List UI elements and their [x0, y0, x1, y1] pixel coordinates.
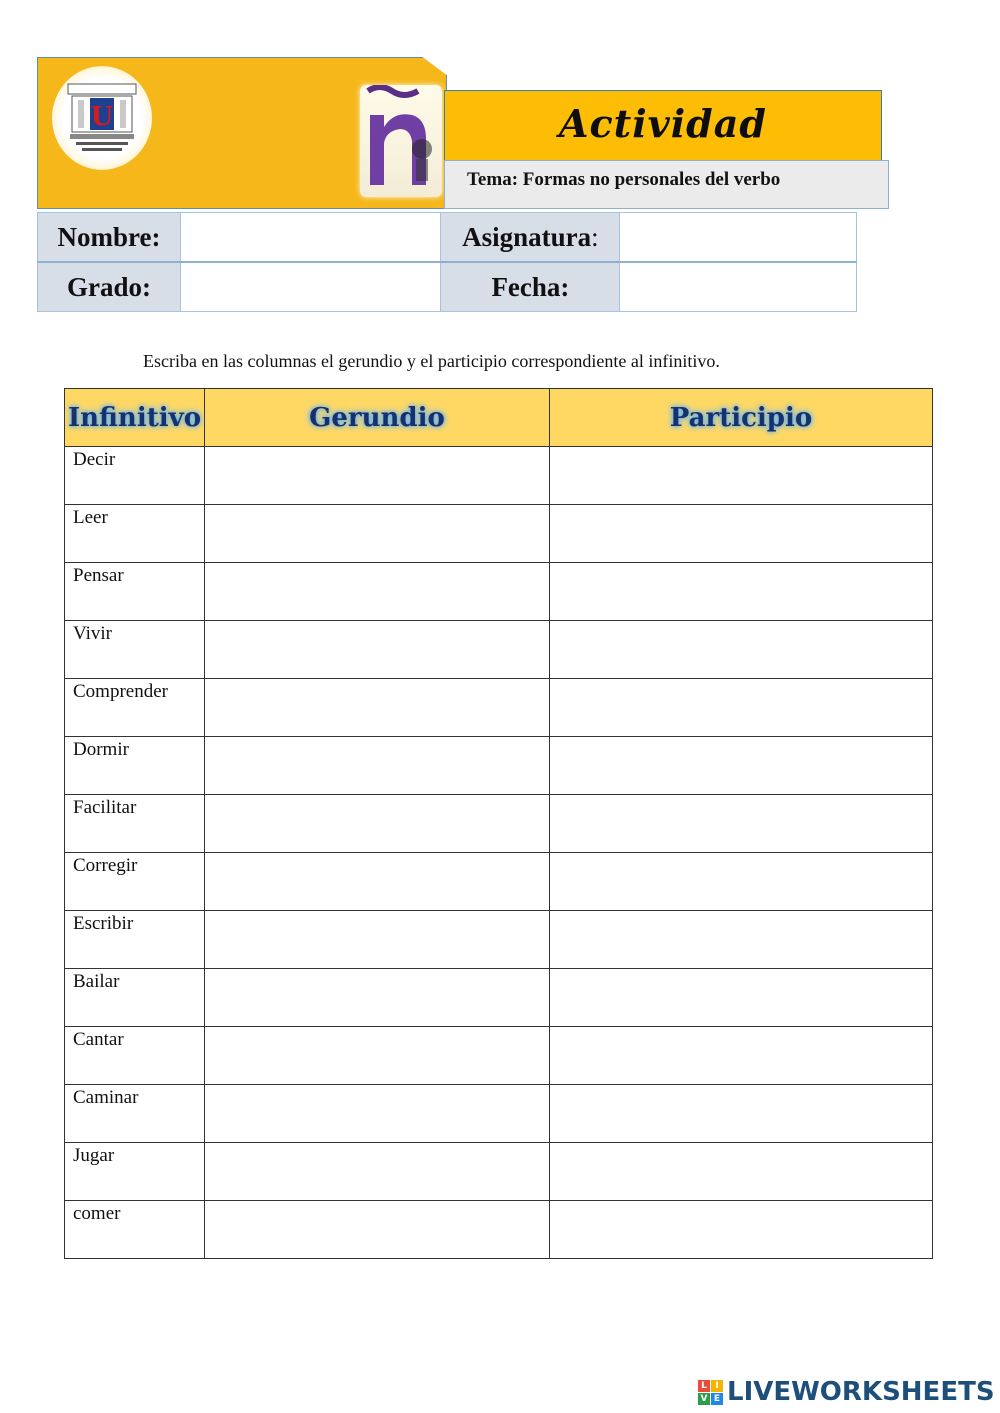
infinitive-cell: Pensar	[65, 563, 205, 621]
grade-label: Grado:	[38, 262, 181, 312]
participle-answer-field[interactable]	[550, 563, 933, 621]
gerund-answer-field[interactable]	[205, 621, 550, 679]
infinitive-cell: Dormir	[65, 737, 205, 795]
table-row	[65, 737, 933, 795]
subject-label-cell	[441, 213, 620, 263]
infinitive-cell: Leer	[65, 505, 205, 563]
table-row	[65, 447, 933, 505]
infinitive-cell: Corregir	[65, 853, 205, 911]
table-row	[65, 853, 933, 911]
table-row	[65, 679, 933, 737]
subject-colon: :	[591, 221, 599, 252]
university-seal-icon	[60, 74, 144, 162]
participle-answer-field[interactable]	[550, 505, 933, 563]
infinitive-cell: Comprender	[65, 679, 205, 737]
table-row	[65, 1143, 933, 1201]
participle-answer-field[interactable]	[550, 621, 933, 679]
participle-answer-field[interactable]	[550, 1143, 933, 1201]
gerund-answer-field[interactable]	[205, 1201, 550, 1259]
page-title: Actividad	[559, 101, 767, 146]
table-row	[65, 1027, 933, 1085]
enye-logo	[360, 85, 442, 197]
date-label: Fecha:	[441, 262, 620, 312]
brand-text: LIVEWORKSHEETS	[727, 1377, 995, 1407]
name-field[interactable]	[180, 213, 441, 263]
participle-answer-field[interactable]	[550, 1027, 933, 1085]
infinitive-cell: Caminar	[65, 1085, 205, 1143]
table-row	[65, 563, 933, 621]
infinitive-cell: Facilitar	[65, 795, 205, 853]
gerund-answer-field[interactable]	[205, 969, 550, 1027]
infinitive-cell: comer	[65, 1201, 205, 1259]
gerund-answer-field[interactable]	[205, 505, 550, 563]
liveworksheets-icon: L I V E	[698, 1380, 723, 1405]
table-row	[65, 795, 933, 853]
participle-answer-field[interactable]	[550, 969, 933, 1027]
enye-logo-icon	[360, 85, 442, 197]
header-infinitive: Infinitivo	[65, 389, 205, 447]
student-info-table	[37, 212, 857, 312]
gerund-answer-field[interactable]	[205, 1085, 550, 1143]
table-row	[65, 1085, 933, 1143]
gerund-answer-field[interactable]	[205, 563, 550, 621]
svg-text:U: U	[90, 102, 114, 132]
grade-field[interactable]	[180, 262, 441, 312]
infinitive-cell: Decir	[65, 447, 205, 505]
infinitive-cell: Escribir	[65, 911, 205, 969]
gerund-answer-field[interactable]	[205, 679, 550, 737]
instruction-text: Escriba en las columnas el gerundio y el participio correspondiente al infinitivo.	[143, 351, 720, 371]
liveworksheets-logo	[698, 1376, 995, 1408]
participle-answer-field[interactable]	[550, 447, 933, 505]
topic-text: Tema: Formas no personales del verbo	[467, 169, 781, 190]
university-seal	[52, 66, 152, 170]
table-row	[65, 911, 933, 969]
gerund-answer-field[interactable]	[205, 1143, 550, 1201]
subject-field[interactable]	[620, 213, 857, 263]
gerund-answer-field[interactable]	[205, 853, 550, 911]
topic-box	[444, 160, 889, 209]
date-field[interactable]	[620, 262, 857, 312]
subject-label: Asignatura	[462, 221, 592, 252]
gerund-answer-field[interactable]	[205, 447, 550, 505]
participle-answer-field[interactable]	[550, 737, 933, 795]
header-participle: Participio	[550, 389, 933, 447]
infinitive-cell: Vivir	[65, 621, 205, 679]
infinitive-cell: Cantar	[65, 1027, 205, 1085]
name-label: Nombre:	[38, 213, 181, 263]
table-row	[65, 969, 933, 1027]
gerund-answer-field[interactable]	[205, 1027, 550, 1085]
table-row	[65, 621, 933, 679]
title-box	[444, 90, 882, 162]
table-row	[65, 505, 933, 563]
table-row	[65, 1201, 933, 1259]
participle-answer-field[interactable]	[550, 1201, 933, 1259]
gerund-answer-field[interactable]	[205, 795, 550, 853]
infinitive-cell: Jugar	[65, 1143, 205, 1201]
participle-answer-field[interactable]	[550, 853, 933, 911]
participle-answer-field[interactable]	[550, 795, 933, 853]
participle-answer-field[interactable]	[550, 679, 933, 737]
infinitive-cell: Bailar	[65, 969, 205, 1027]
participle-answer-field[interactable]	[550, 1085, 933, 1143]
gerund-answer-field[interactable]	[205, 737, 550, 795]
gerund-answer-field[interactable]	[205, 911, 550, 969]
verb-table	[64, 388, 933, 1259]
header-gerund: Gerundio	[205, 389, 550, 447]
participle-answer-field[interactable]	[550, 911, 933, 969]
